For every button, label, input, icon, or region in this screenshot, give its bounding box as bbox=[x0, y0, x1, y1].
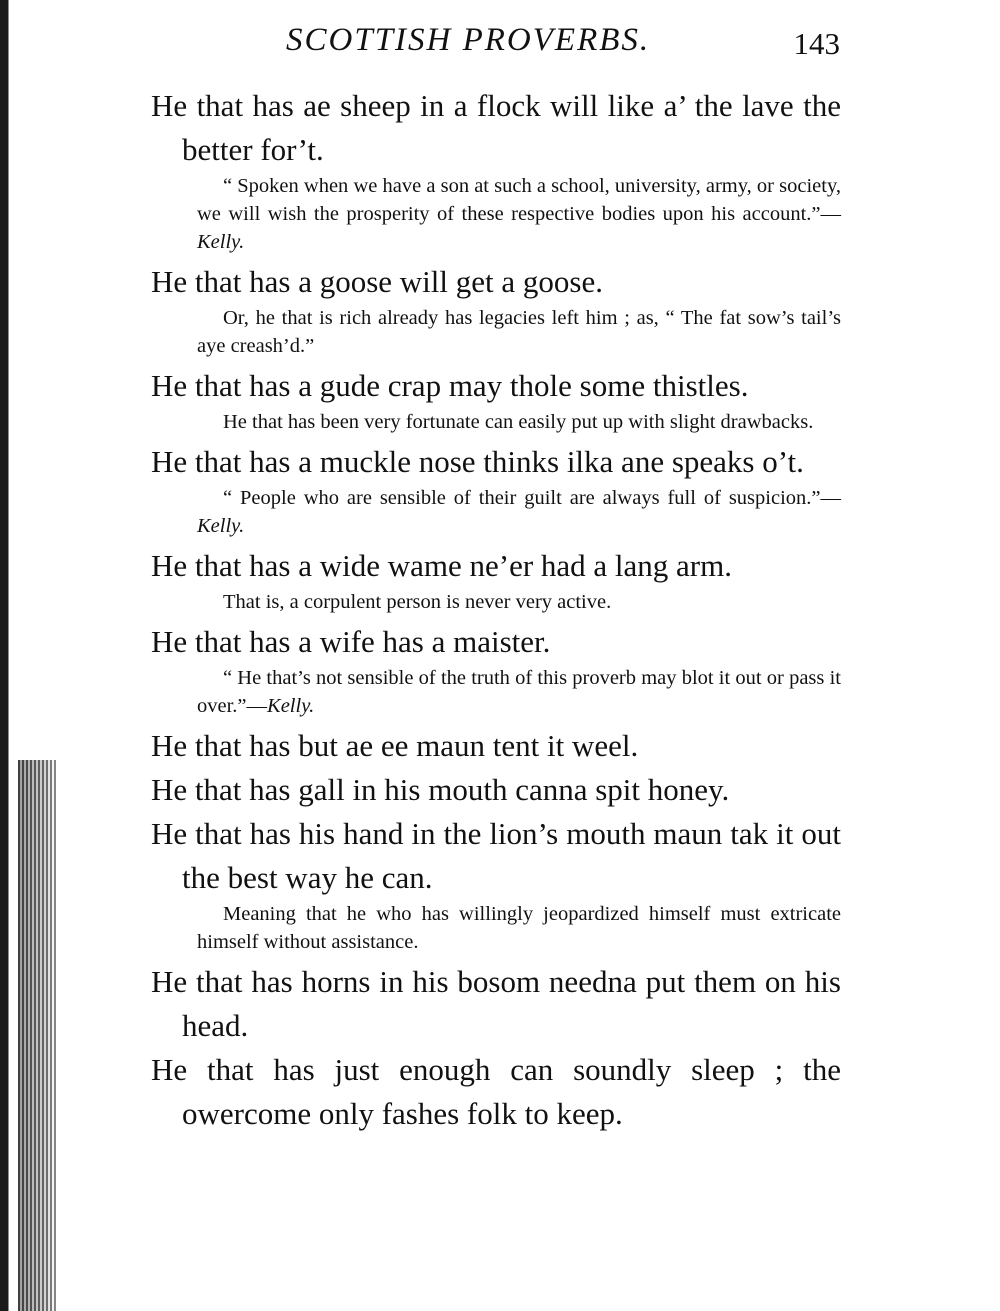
proverb-text: He that has but ae ee maun tent it weel. bbox=[151, 728, 639, 763]
note-text: “ He that’s not sensible of the truth of this proverb may blot it out or pass it over.”— bbox=[197, 667, 841, 717]
note-source: Kelly. bbox=[267, 695, 315, 717]
proverb-entry bbox=[151, 364, 841, 436]
proverb-entry bbox=[151, 544, 841, 616]
page-number: 143 bbox=[793, 26, 840, 61]
proverb-entry bbox=[151, 960, 841, 1048]
note-source: Kelly. bbox=[197, 515, 245, 537]
running-head bbox=[150, 22, 840, 66]
proverb-text: He that has a wife has a maister. bbox=[151, 624, 551, 659]
book-binding-edge bbox=[0, 0, 62, 1311]
proverb-text: He that has a wide wame ne’er had a lang arm. bbox=[151, 548, 732, 583]
proverb-note bbox=[151, 588, 841, 616]
note-text: Meaning that he who has willingly jeopardized himself must extricate himself without assistance. bbox=[197, 903, 841, 953]
proverb-entry bbox=[151, 440, 841, 540]
spine-shadow bbox=[18, 760, 56, 1311]
proverb-note bbox=[151, 172, 841, 256]
proverb-entry bbox=[151, 724, 841, 768]
proverb-entry bbox=[151, 620, 841, 720]
proverb-text: He that has horns in his bosom needna put them on his head. bbox=[151, 964, 841, 1043]
note-text: That is, a corpulent person is never very active. bbox=[223, 591, 612, 613]
proverb-note bbox=[151, 900, 841, 956]
proverb-text: He that has a goose will get a goose. bbox=[151, 264, 603, 299]
proverb-entry bbox=[151, 768, 841, 812]
proverb-entry bbox=[151, 1048, 841, 1136]
running-title: SCOTTISH PROVERBS. bbox=[286, 22, 651, 58]
proverb-entry bbox=[151, 260, 841, 360]
proverb-text: He that has a gude crap may thole some thistles. bbox=[151, 368, 749, 403]
note-source: Kelly. bbox=[197, 231, 245, 253]
proverb-note bbox=[151, 664, 841, 720]
note-text: Or, he that is rich already has legacies left him ; as, “ The fat sow’s tail’s aye creash’d.” bbox=[197, 307, 841, 357]
proverb-note bbox=[151, 304, 841, 360]
proverb-text: He that has his hand in the lion’s mouth maun tak it out the best way he can. bbox=[151, 816, 841, 895]
proverb-entry bbox=[151, 812, 841, 956]
proverb-text: He that has a muckle nose thinks ilka ane speaks o’t. bbox=[151, 444, 804, 479]
proverb-list bbox=[151, 84, 841, 1136]
note-text: He that has been very fortunate can easily put up with slight drawbacks. bbox=[223, 411, 814, 433]
note-text: “ Spoken when we have a son at such a school, university, army, or society, we will wish the prosperity of these respective bodies upon his account.”— bbox=[197, 175, 841, 225]
proverb-note bbox=[151, 484, 841, 540]
proverb-entry bbox=[151, 84, 841, 256]
proverb-text: He that has ae sheep in a flock will like a’ the lave the better for’t. bbox=[151, 88, 841, 167]
proverb-text: He that has just enough can soundly sleep ; the owercome only fashes folk to keep. bbox=[151, 1052, 841, 1131]
proverb-text: He that has gall in his mouth canna spit honey. bbox=[151, 772, 730, 807]
proverb-note bbox=[151, 408, 841, 436]
note-text: “ People who are sensible of their guilt are always full of suspicion.”— bbox=[223, 487, 841, 509]
